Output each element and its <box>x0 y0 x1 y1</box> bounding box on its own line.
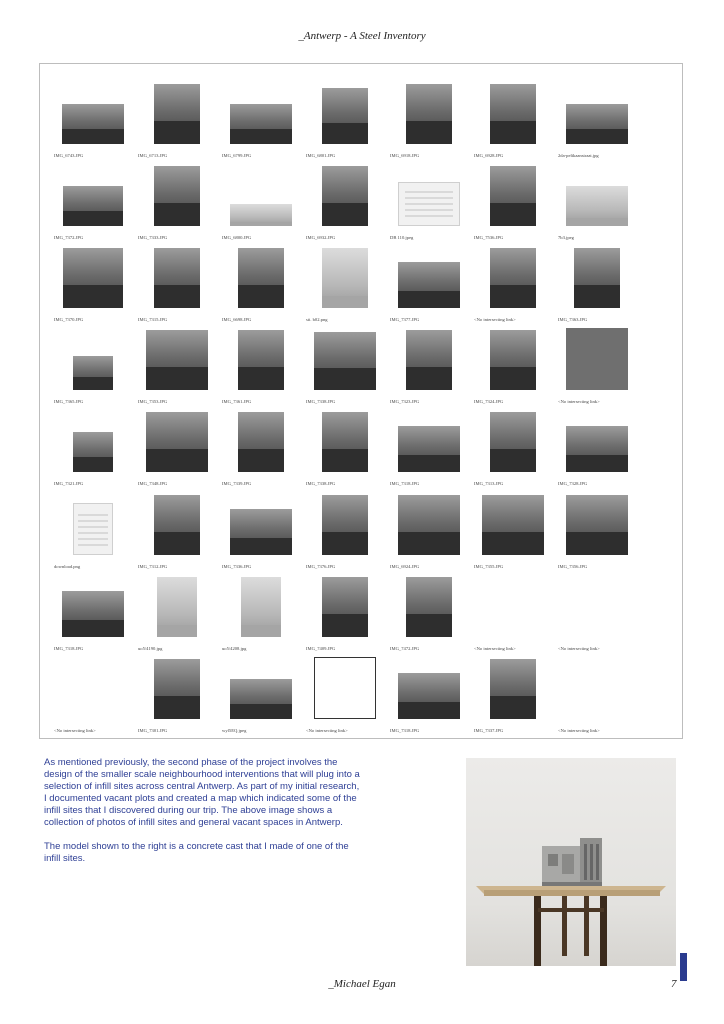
thumbnail-caption: <No intersecting link> <box>54 728 96 733</box>
thumbnail-caption: IMG_6698.JPG <box>222 317 252 322</box>
thumbnail-caption: <No intersecting link> <box>558 399 600 404</box>
thumbnail-image <box>398 182 460 226</box>
thumbnail-caption: IMG_7313.JPG <box>474 481 504 486</box>
thumbnail-caption: IMG_7337.JPG <box>474 728 504 733</box>
contact-sheet-item <box>134 489 220 571</box>
thumbnail-image <box>566 104 628 144</box>
thumbnail-image <box>154 248 200 308</box>
thumbnail-image <box>322 577 368 637</box>
thumbnail-image <box>406 84 452 144</box>
contact-sheet-item <box>386 160 472 242</box>
contact-sheet-item <box>470 571 556 653</box>
page-number: 7 <box>671 978 677 990</box>
contact-sheet-item <box>470 78 556 160</box>
contact-sheet-item <box>386 324 472 406</box>
thumbnail-caption: IMG_7377.JPG <box>390 317 420 322</box>
thumbnail-image <box>62 591 124 637</box>
concrete-model-photo <box>466 758 676 966</box>
body-text <box>44 757 364 877</box>
thumbnail-image <box>482 495 544 555</box>
thumbnail-caption: <No intersecting link> <box>474 317 516 322</box>
contact-sheet-item <box>554 324 640 406</box>
thumbnail-image <box>154 84 200 144</box>
contact-sheet-item <box>218 406 304 488</box>
contact-sheet-item <box>386 571 472 653</box>
thumbnail-caption: IMG_7338.JPG <box>306 399 336 404</box>
thumbnail-caption: uo5/4208.jpg <box>222 646 247 651</box>
thumbnail-caption: 2da-pelikaanstraat.jpg <box>558 153 599 158</box>
contact-sheet-item <box>470 653 556 735</box>
thumbnail-image <box>398 262 460 308</box>
contact-sheet-item <box>134 324 220 406</box>
contact-sheet-item <box>134 78 220 160</box>
thumbnail-caption: IMG_7338.JPG <box>306 481 336 486</box>
thumbnail-caption: IMG_7348.JPG <box>138 481 168 486</box>
thumbnail-image <box>230 104 292 144</box>
contact-sheet-item <box>554 653 640 735</box>
thumbnail-caption: IMG_7321.JPG <box>54 481 84 486</box>
thumbnail-image <box>566 186 628 226</box>
thumbnail-caption: IMG_7356.JPG <box>558 564 588 569</box>
accent-bar <box>680 953 687 981</box>
contact-sheet-item <box>134 160 220 242</box>
thumbnail-caption: IMG_7318.JPG <box>390 481 420 486</box>
contact-sheet-item <box>50 242 136 324</box>
thumbnail-image <box>490 166 536 226</box>
thumbnail-caption: IMG_7301.JPG <box>138 728 168 733</box>
contact-sheet-item <box>386 489 472 571</box>
contact-sheet-item <box>470 242 556 324</box>
thumbnail-caption: IMG_7363.JPG <box>558 317 588 322</box>
contact-sheet-item <box>134 242 220 324</box>
thumbnail-image <box>314 657 376 719</box>
contact-sheet-item <box>218 242 304 324</box>
thumbnail-caption: IMG_6713.JPG <box>138 153 168 158</box>
thumbnail-caption: <No intersecting link> <box>474 646 516 651</box>
thumbnail-image <box>322 166 368 226</box>
thumbnail-image <box>230 204 292 226</box>
thumbnail-image <box>62 104 124 144</box>
contact-sheet-item <box>386 406 472 488</box>
thumbnail-caption: IMG_7333.JPG <box>138 235 168 240</box>
thumbnail-image <box>238 330 284 390</box>
author-name: _Michael Egan <box>328 978 396 990</box>
thumbnail-caption: IMG_6932.JPG <box>306 235 336 240</box>
thumbnail-caption: uo5/4190.jpg <box>138 646 163 651</box>
thumbnail-caption: IMG_7365.JPG <box>54 399 84 404</box>
contact-sheet-item <box>134 571 220 653</box>
paragraph-2: The model shown to the right is a concrete cast that I made of one of the infill sites. <box>44 841 349 864</box>
thumbnail-image <box>490 659 536 719</box>
thumbnail-image <box>314 332 376 390</box>
contact-sheet-item <box>554 242 640 324</box>
thumbnail-caption: IMG_6928.JPG <box>474 153 504 158</box>
thumbnail-image <box>146 330 208 390</box>
thumbnail-image <box>398 426 460 472</box>
contact-sheet-item <box>218 653 304 735</box>
contact-sheet-item <box>50 406 136 488</box>
thumbnail-caption: IMG_6800.JPG <box>222 235 252 240</box>
contact-sheet-item <box>302 653 388 735</box>
thumbnail-image <box>154 495 200 555</box>
thumbnail-caption: IMG_6799.JPG <box>222 153 252 158</box>
thumbnail-image <box>146 412 208 472</box>
thumbnail-caption: IMG_7353.JPG <box>138 399 168 404</box>
thumbnail-caption: IMG_7312.JPG <box>138 564 168 569</box>
contact-sheet-item <box>50 489 136 571</box>
contact-sheet-item <box>302 571 388 653</box>
thumbnail-image <box>154 659 200 719</box>
thumbnail-caption: IMG_7536.JPG <box>474 235 504 240</box>
contact-sheet-item <box>134 406 220 488</box>
contact-sheet <box>39 63 683 739</box>
thumbnail-image <box>490 248 536 308</box>
thumbnail-caption: IMG_7361.JPG <box>222 399 252 404</box>
thumbnail-image <box>406 577 452 637</box>
thumbnail-image <box>566 328 628 390</box>
contact-sheet-item <box>470 160 556 242</box>
contact-sheet-item <box>50 160 136 242</box>
thumbnail-image <box>157 577 197 637</box>
thumbnail-caption: IMG_7472.JPG <box>390 646 420 651</box>
contact-sheet-item <box>386 242 472 324</box>
thumbnail-caption: IMG_7372.JPG <box>54 235 84 240</box>
thumbnail-image <box>490 84 536 144</box>
model-on-table-illustration <box>466 758 676 966</box>
thumbnail-image <box>398 673 460 719</box>
thumbnail-caption: wyl5EQ.jpeg <box>222 728 247 733</box>
thumbnail-caption: 7b3.jpeg <box>558 235 574 240</box>
thumbnail-caption: DB 110.jpeg <box>390 235 414 240</box>
contact-sheet-item <box>302 489 388 571</box>
thumbnail-caption: <No intersecting link> <box>306 728 348 733</box>
contact-sheet-item <box>386 653 472 735</box>
paragraph-1: As mentioned previously, the second phase of the project involves the design of the smaller scale neighbourhood interventions that will plug into a selection of infill sites across central Antwerp. As part of my initial research, I documented vacant plots and created a map which indicated some of the infill sites that I discovered during our trip. The above image shows a collection of photos of infill sites and general vacant spaces in Antwerp. <box>44 757 360 828</box>
contact-sheet-item <box>302 242 388 324</box>
thumbnail-image <box>63 248 123 308</box>
contact-sheet-item <box>302 78 388 160</box>
contact-sheet-item <box>50 653 136 735</box>
thumbnail-image <box>406 330 452 390</box>
contact-sheet-item <box>50 571 136 653</box>
thumbnail-image <box>238 412 284 472</box>
thumbnail-caption: <No intersecting link> <box>558 728 600 733</box>
thumbnail-caption: sti. b02.png <box>306 317 328 322</box>
thumbnail-image <box>490 330 536 390</box>
thumbnail-caption: IMG_6801.JPG <box>306 153 336 158</box>
contact-sheet-item <box>218 571 304 653</box>
thumbnail-caption: IMG_7318.JPG <box>54 646 84 651</box>
thumbnail-image <box>73 503 113 555</box>
thumbnail-caption: IMG_7376.JPG <box>306 564 336 569</box>
thumbnail-caption: IMG_7328.JPG <box>558 481 588 486</box>
thumbnail-image <box>574 248 620 308</box>
contact-sheet-item <box>554 78 640 160</box>
thumbnail-image <box>73 432 113 472</box>
thumbnail-image <box>566 495 628 555</box>
contact-sheet-item <box>50 324 136 406</box>
thumbnail-caption: IMG_6918.JPG <box>390 153 420 158</box>
thumbnail-image <box>322 495 368 555</box>
thumbnail-image <box>322 88 368 144</box>
thumbnail-caption: IMG_7409.JPG <box>306 646 336 651</box>
contact-sheet-item <box>302 406 388 488</box>
thumbnail-caption: IMG_7318.JPG <box>390 728 420 733</box>
thumbnail-image <box>230 679 292 719</box>
contact-sheet-item <box>554 160 640 242</box>
contact-sheet-item <box>218 489 304 571</box>
contact-sheet-item <box>218 324 304 406</box>
thumbnail-caption: download.png <box>54 564 81 569</box>
thumbnail-caption: IMG_7370.JPG <box>54 317 84 322</box>
thumbnail-image <box>63 186 123 226</box>
thumbnail-caption: IMG_7324.JPG <box>474 399 504 404</box>
thumbnail-image <box>490 412 536 472</box>
thumbnail-image <box>322 412 368 472</box>
contact-sheet-item <box>554 406 640 488</box>
thumbnail-caption: IMG_7339.JPG <box>222 481 252 486</box>
contact-sheet-item <box>50 78 136 160</box>
thumbnail-caption: IMG_7315.JPG <box>138 317 168 322</box>
thumbnail-caption: <No intersecting link> <box>558 646 600 651</box>
thumbnail-caption: IMG_7323.JPG <box>390 399 420 404</box>
contact-sheet-item <box>134 653 220 735</box>
contact-sheet-item <box>470 324 556 406</box>
contact-sheet-item <box>470 489 556 571</box>
thumbnail-image <box>154 166 200 226</box>
contact-sheet-item <box>218 160 304 242</box>
page-header-title: _Antwerp - A Steel Inventory <box>298 30 426 42</box>
thumbnail-image <box>566 426 628 472</box>
contact-sheet-item <box>554 571 640 653</box>
contact-sheet-item <box>470 406 556 488</box>
contact-sheet-item <box>554 489 640 571</box>
thumbnail-caption: IMG_6924.JPG <box>390 564 420 569</box>
thumbnail-caption: IMG_6743.JPG <box>54 153 84 158</box>
contact-sheet-item <box>386 78 472 160</box>
thumbnail-image <box>322 248 368 308</box>
thumbnail-image <box>230 509 292 555</box>
thumbnail-caption: IMG_7336.JPG <box>222 564 252 569</box>
thumbnail-image <box>238 248 284 308</box>
contact-sheet-item <box>218 78 304 160</box>
thumbnail-image <box>398 495 460 555</box>
thumbnail-caption: IMG_7355.JPG <box>474 564 504 569</box>
thumbnail-image <box>73 356 113 390</box>
contact-sheet-item <box>302 324 388 406</box>
contact-sheet-item <box>302 160 388 242</box>
thumbnail-image <box>241 577 281 637</box>
